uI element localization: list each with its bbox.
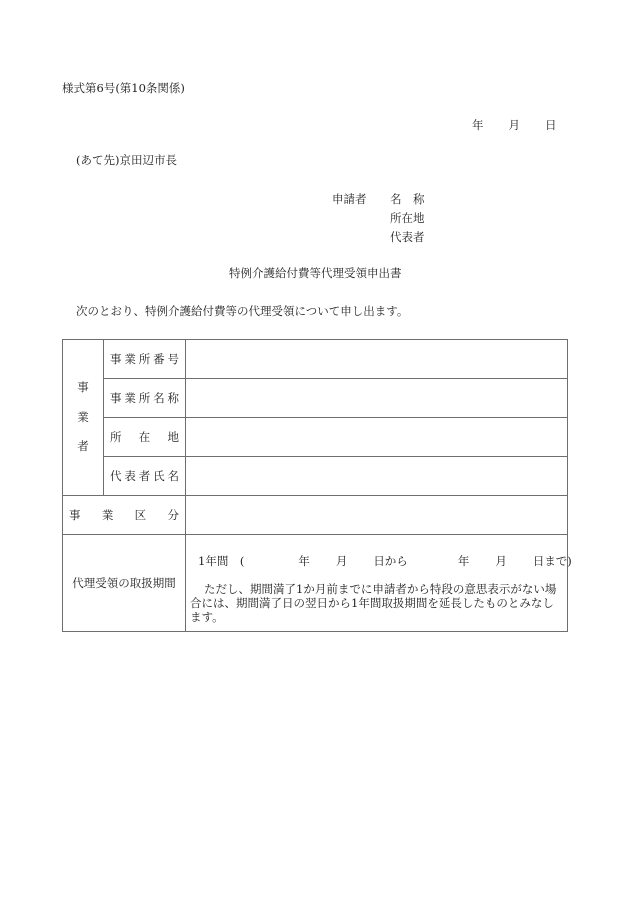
table-row bbox=[63, 418, 568, 457]
table-row bbox=[63, 379, 568, 418]
application-table bbox=[62, 339, 572, 632]
office-name-label: 事 業 所 名 称 bbox=[104, 379, 186, 418]
office-name-field[interactable] bbox=[186, 379, 568, 418]
proxy-period-label: 代理受領の取扱期間 bbox=[63, 535, 186, 632]
applicant-label: 申請者 bbox=[332, 192, 367, 206]
date-line bbox=[472, 120, 557, 132]
table-row bbox=[63, 496, 568, 535]
table-row bbox=[63, 340, 568, 379]
office-number-field[interactable] bbox=[186, 340, 568, 379]
applicant-field-name: 名 称 bbox=[390, 192, 425, 206]
table-row bbox=[63, 535, 568, 632]
office-number-label: 事 業 所 番 号 bbox=[104, 340, 186, 379]
table-row bbox=[63, 457, 568, 496]
proxy-period-field[interactable] bbox=[186, 535, 572, 632]
representative-name-field[interactable] bbox=[186, 457, 568, 496]
intro-text: 次のとおり、特例介護給付費等の代理受領について申し出ます。 bbox=[76, 304, 409, 318]
period-line: 1年間 ( 年 月 日から 年 月 日まで) bbox=[198, 554, 572, 568]
document-title: 特例介護給付費等代理受領申出書 bbox=[229, 266, 402, 280]
addressee: (あて先)京田辺市長 bbox=[76, 153, 177, 167]
date-month: 月 bbox=[508, 118, 520, 132]
representative-name-label: 代 表 者 氏 名 bbox=[104, 457, 186, 496]
form-number: 様式第6号(第10条関係) bbox=[62, 81, 185, 95]
applicant-field-representative: 代表者 bbox=[390, 230, 425, 244]
office-address-label: 所 在 地 bbox=[104, 418, 186, 457]
office-address-field[interactable] bbox=[186, 418, 568, 457]
applicant-field-address: 所在地 bbox=[390, 211, 425, 225]
period-note: ただし、期間満了1か月前までに申請者から特段の意思表示がない場合には、期間満了日の翌日から1年間取扱期間を延長したものとみなします。 bbox=[190, 582, 557, 624]
applicant-fields bbox=[390, 194, 425, 251]
date-day: 日 bbox=[545, 118, 557, 132]
business-type-label: 事 業 区 分 bbox=[63, 496, 186, 535]
business-type-field[interactable] bbox=[186, 496, 568, 535]
date-year: 年 bbox=[472, 118, 484, 132]
provider-group-label: 事 業 者 bbox=[63, 340, 104, 496]
